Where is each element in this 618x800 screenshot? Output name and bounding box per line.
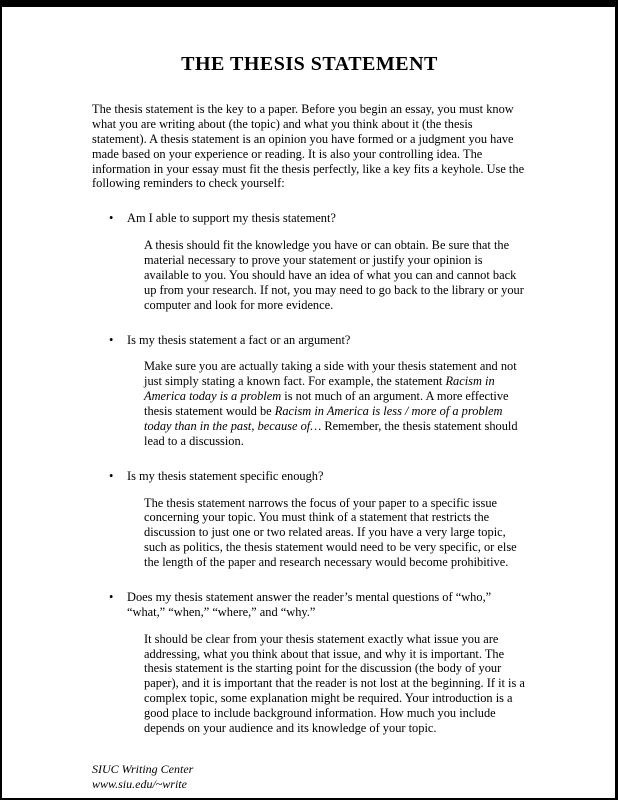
bullet-section-support bbox=[109, 211, 527, 312]
bullet-section-reader-questions bbox=[109, 590, 527, 736]
body-text-part: Remember, the thesis statement should lead to a discussion. bbox=[144, 418, 518, 448]
intro-paragraph: The thesis statement is the key to a paper. Before you begin an essay, you must know what you are writing about (the topic) and what you think about it (the thesis statement). A thesis statement is an opinion you have formed or a judgment you have made based on your experience or reading. It is also your controlling idea. The information in your essay must fit the thesis perfectly, like a key fits a keyhole. Use the following reminders to check yourself: bbox=[92, 102, 525, 191]
bullet-body bbox=[144, 359, 527, 448]
footer-url: www.siu.edu/~write bbox=[92, 777, 187, 792]
bullet-icon: • bbox=[109, 332, 114, 347]
body-text-part: is not much of an argument. A more effective thesis statement would be bbox=[144, 389, 509, 418]
bullet-icon: • bbox=[109, 468, 114, 483]
document-footer bbox=[92, 762, 527, 793]
bullet-body: It should be clear from your thesis statement exactly what issue you are addressing, what you think about that issue, and why it is important. The thesis statement is the starting point for the discussion (the body of your paper), and it is important that the reader is not lost at the beginning. If it is a complex topic, some explanation might be required. Your introduction is a good place to include background information. How much you include depends on your audience and its knowledge of your topic. bbox=[144, 631, 525, 735]
bullet-body: A thesis should fit the knowledge you have or can obtain. Be sure that the material necessary to prove your statement or justify your opinion is available to you. You should have an idea of what you can and cannot back up from your research. If not, you may need to go back to the library or your computer and look for more evidence. bbox=[144, 238, 524, 312]
bullet-icon: • bbox=[109, 589, 114, 604]
bullet-heading-row bbox=[109, 590, 527, 620]
footer-org-name: SIUC Writing Center bbox=[92, 761, 194, 776]
page-title: THE THESIS STATEMENT bbox=[181, 53, 438, 75]
bullet-heading: Is my thesis statement specific enough? bbox=[127, 468, 324, 483]
body-text-part: Make sure you are actually taking a side with your thesis statement and not just simply stating a known fact. For example, the statement bbox=[144, 359, 517, 389]
bullet-heading-row bbox=[109, 211, 527, 226]
bullet-heading: Is my thesis statement a fact or an argument? bbox=[127, 332, 351, 347]
bullet-heading-row bbox=[109, 333, 527, 348]
bullet-icon: • bbox=[109, 211, 114, 226]
bullet-section-specific bbox=[109, 469, 527, 570]
body-italic-example: Racism in America today is a problem bbox=[144, 374, 495, 404]
bullet-heading: Am I able to support my thesis statement? bbox=[127, 211, 336, 226]
bullet-section-fact-or-argument bbox=[109, 333, 527, 449]
bullet-body: The thesis statement narrows the focus of your paper to a specific issue concerning your topic. You must think of a statement that restricts the discussion to just one or two related areas. If you have a very large topic, such as politics, the thesis statement would need to be very specific, or else the length of the paper and research necessary would become prohibitive. bbox=[144, 495, 517, 569]
bullet-heading-row bbox=[109, 469, 527, 484]
bullet-heading: Does my thesis statement answer the reader’s mental questions of “who,” “what,” “when,” “where,” and “why.” bbox=[127, 589, 492, 619]
body-italic-example: Racism in America is less / more of a problem today than in the past, because of… bbox=[144, 404, 503, 433]
